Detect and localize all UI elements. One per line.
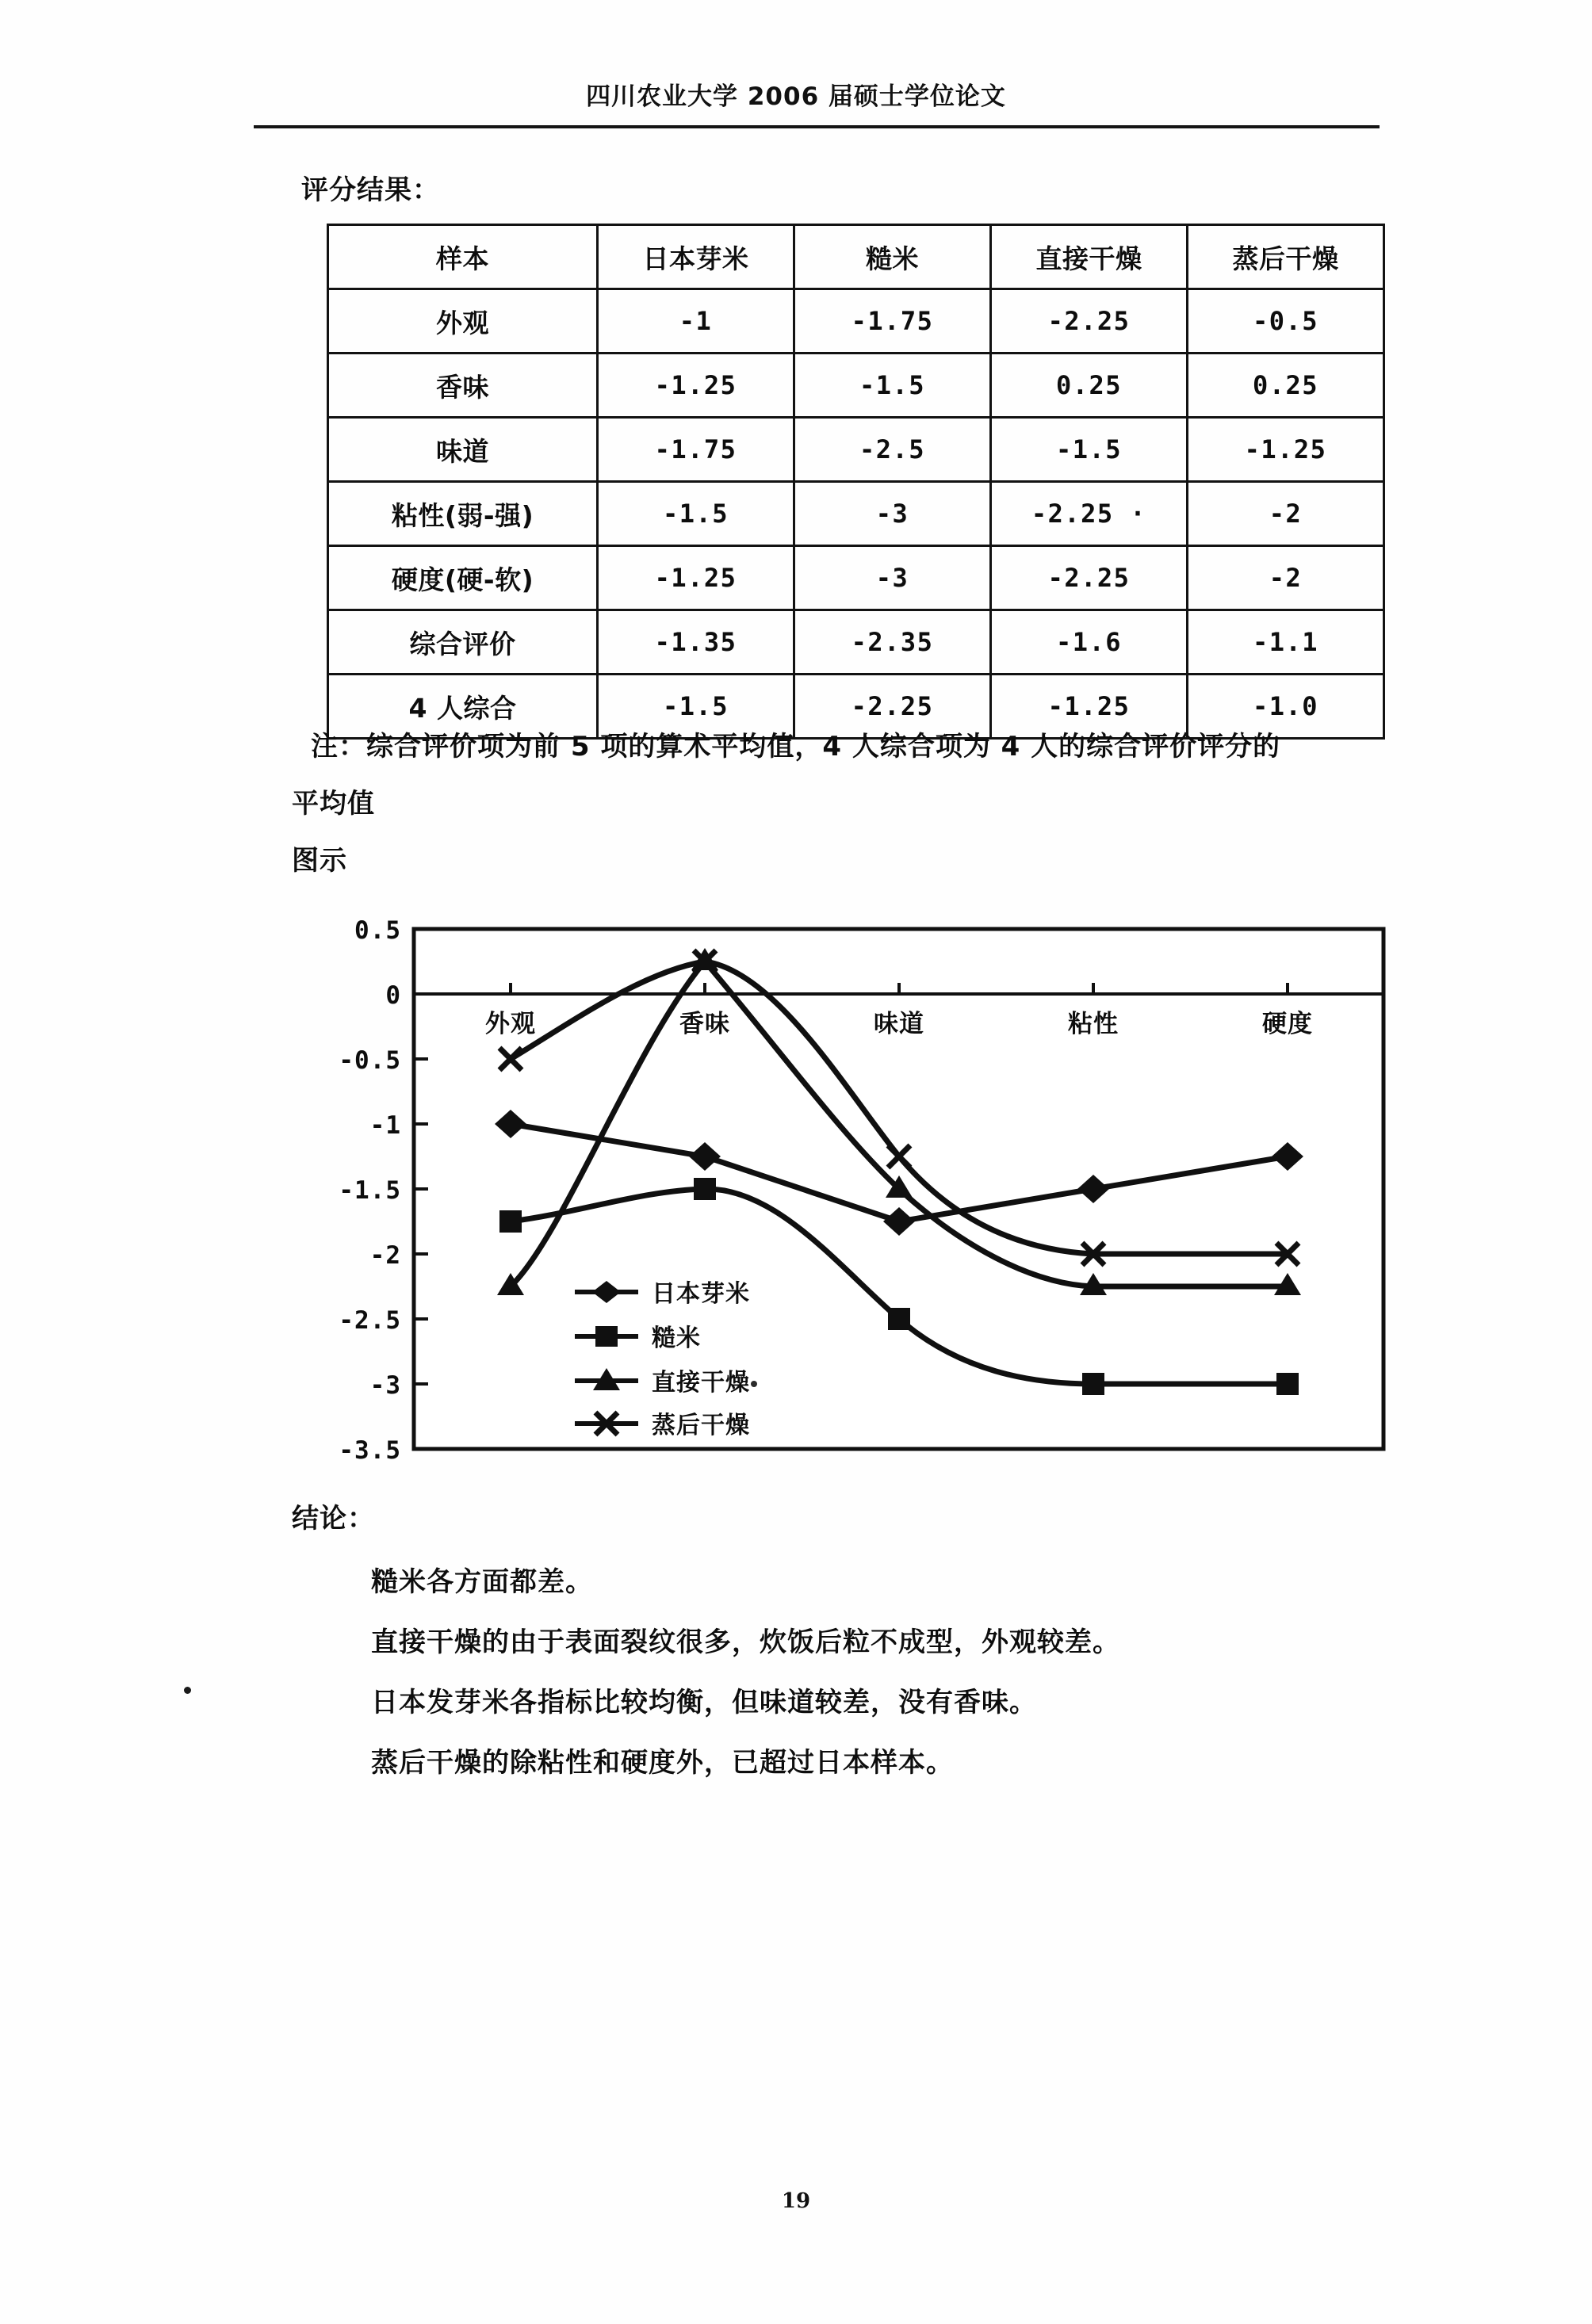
row-label: 味道 [328,418,598,482]
chart-section-label: 图示 [292,845,347,877]
score-table [327,224,1385,740]
cell-value: -1.1 [1188,610,1384,675]
row-label: 4 人综合 [328,675,598,739]
cell-value: -1.35 [598,610,794,675]
table-row [328,610,1384,675]
cell-value: -2.35 [794,610,991,675]
cell-value: -2.25 [991,546,1188,610]
chart-svg [301,896,1411,1482]
table-row [328,289,1384,354]
row-label: 香味 [328,354,598,418]
cell-value: -1.25 [598,546,794,610]
cell-value: -1.6 [991,610,1188,675]
x-category-label: 粘性 [1068,1010,1119,1038]
sensory-line-chart [301,896,1411,1482]
y-tick-label: -1.5 [339,1176,401,1205]
cell-value: -1.25 [1188,418,1384,482]
column-header-steam-dry: 蒸后干燥 [1188,225,1384,289]
conclusion-line: 直接干燥的由于表面裂纹很多，炊饭后粒不成型，外观较差。 [371,1626,1120,1658]
cell-value: -1.25 [598,354,794,418]
cell-value: -2.25 [794,675,991,739]
column-header-brown-rice: 糙米 [794,225,991,289]
cell-value: -1.5 [991,418,1188,482]
column-header-japan-rice: 日本芽米 [598,225,794,289]
table-note-line-1: 注：综合评价项为前 5 项的算术平均值，4 人综合项为 4 人的综合评价评分的 [311,731,1281,763]
scan-speck [751,1381,757,1387]
cell-value: -3 [794,546,991,610]
y-tick-label: 0 [385,981,401,1010]
y-tick-label: -0.5 [339,1046,401,1075]
header-divider-rule [254,125,1380,128]
legend-label-brown-rice: 糙米 [652,1324,701,1352]
cell-value: -2 [1188,482,1384,546]
table-row [328,354,1384,418]
row-label: 粘性(弱-强) [328,482,598,546]
y-tick-label: -2.5 [339,1306,401,1335]
cell-value: -1.0 [1188,675,1384,739]
x-category-label: 香味 [679,1010,730,1038]
row-label: 外观 [328,289,598,354]
cell-value: -1.5 [598,482,794,546]
y-tick-label: -3 [369,1371,401,1400]
cell-value: -0.5 [1188,289,1384,354]
legend-square-icon [595,1326,618,1347]
cell-value: -2.25 · [991,482,1188,546]
table-note-line-2: 平均值 [292,788,375,820]
y-tick-label: -1 [369,1111,401,1140]
column-header-sample: 样本 [328,225,598,289]
scan-speck [184,1687,191,1694]
column-header-direct-dry: 直接干燥 [991,225,1188,289]
table-row [328,482,1384,546]
x-category-label: 外观 [485,1010,536,1038]
cell-value: -2 [1188,546,1384,610]
conclusion-line: 蒸后干燥的除粘性和硬度外，已超过日本样本。 [371,1747,954,1779]
page-number: 19 [781,2189,811,2213]
cell-value: 0.25 [1188,354,1384,418]
legend-label-japan-sprouted-rice: 日本芽米 [652,1280,750,1308]
cell-value: 0.25 [991,354,1188,418]
scoring-results-label: 评分结果： [301,174,440,206]
y-axis-tick-labels [339,916,401,1465]
y-tick-label: -2 [369,1241,401,1270]
conclusion-line: 糙米各方面都差。 [371,1566,593,1598]
score-table-container [327,224,1383,740]
table-row [328,546,1384,610]
y-tick-label: -3.5 [339,1436,401,1465]
cell-value: -1.5 [794,354,991,418]
row-label: 综合评价 [328,610,598,675]
cell-value: -2.25 [991,289,1188,354]
conclusion-line: 日本发芽米各指标比较均衡，但味道较差，没有香味。 [371,1687,1037,1718]
legend-label-direct-dried: 直接干燥 [652,1369,750,1397]
cell-value: -1.5 [598,675,794,739]
legend-label-steamed-then-dried: 蒸后干燥 [652,1412,750,1439]
cell-value: -1 [598,289,794,354]
y-tick-label: 0.5 [354,916,401,945]
cell-value: -2.5 [794,418,991,482]
running-header-title: 四川农业大学 2006 届硕士学位论文 [586,82,1006,111]
cell-value: -3 [794,482,991,546]
x-category-label: 味道 [874,1010,924,1038]
cell-value: -1.25 [991,675,1188,739]
x-category-label: 硬度 [1262,1010,1313,1038]
table-row [328,418,1384,482]
row-label: 硬度(硬-软) [328,546,598,610]
cell-value: -1.75 [794,289,991,354]
running-header [0,76,1592,112]
cell-value: -1.75 [598,418,794,482]
conclusion-label: 结论： [292,1503,375,1535]
table-header-row [328,225,1384,289]
